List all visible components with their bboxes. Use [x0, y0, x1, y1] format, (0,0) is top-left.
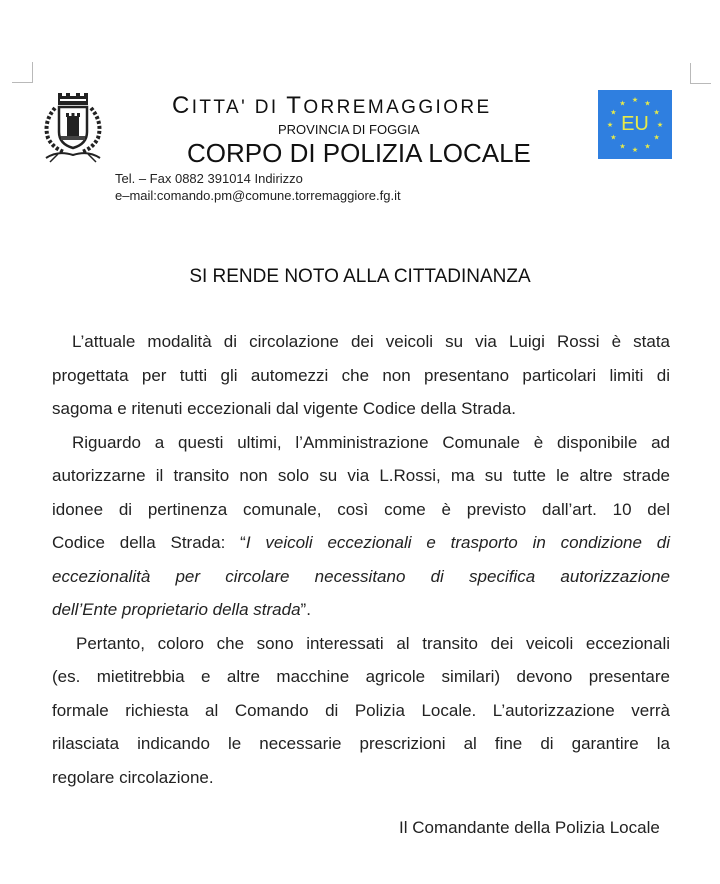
paragraph-1	[52, 328, 670, 429]
paragraph-2	[52, 429, 670, 630]
quote-text: I veicoli eccezionali e trasporto in condizione di	[245, 533, 670, 552]
text-line: sagoma e ritenuti eccezionali dal vigente Codice della Strada.	[52, 399, 516, 418]
eu-star-icon: ★	[631, 97, 639, 104]
text-line: idonee di pertinenza comunale, così come è previsto dall’art. 10 del	[52, 499, 670, 519]
quote-close: ”.	[300, 600, 311, 619]
eu-flag-logo	[598, 90, 672, 159]
notice-title: SI RENDE NOTO ALLA CITTADINANZA	[189, 266, 531, 287]
text-line: Pertanto, coloro che sono interessati al transito dei veicoli eccezionali	[76, 633, 670, 653]
text-line: autorizzarne il transito non solo su via L.Rossi, ma su tutte le altre strade	[52, 466, 670, 485]
contact-email: e–mail:comando.pm@comune.torremaggiore.fg.it	[115, 188, 401, 203]
eu-star-icon: ★	[644, 100, 651, 108]
text-line	[52, 529, 670, 563]
eu-star-icon: ★	[653, 134, 660, 142]
text-line	[52, 596, 670, 630]
municipal-crest-logo	[38, 92, 108, 164]
text-line: L’attuale modalità di circolazione dei veicoli su via Luigi Rossi è stata	[72, 332, 670, 351]
text-line	[52, 563, 670, 597]
text-line: progettata per tutti gli automezzi che non presentano particolari limiti di	[52, 365, 670, 385]
paragraph-3	[52, 630, 670, 798]
corps-title: CORPO DI POLIZIA LOCALE	[187, 138, 531, 168]
eu-star-icon: ★	[653, 109, 660, 117]
contact-phone: Tel. – Fax 0882 391014 Indirizzo	[115, 171, 303, 186]
signature: Il Comandante della Polizia Locale	[399, 818, 660, 837]
eu-star-icon: ★	[656, 122, 664, 129]
eu-label: EU	[621, 113, 649, 135]
eu-star-icon: ★	[606, 122, 614, 129]
text-line: Riguardo a questi ultimi, l’Amministrazione Comunale è disponibile ad	[72, 432, 670, 452]
quote-intro: Codice della Strada: “	[52, 533, 246, 552]
eu-star-icon: ★	[619, 100, 626, 108]
notice-body	[52, 328, 670, 797]
eu-star-icon: ★	[631, 147, 639, 154]
eu-star-icon: ★	[619, 143, 626, 151]
quote-text: dell’Ente proprietario della strada	[52, 600, 301, 619]
eu-star-icon: ★	[610, 109, 617, 117]
quote-text: eccezionalità per circolare necessitano di specifica autorizzazione	[52, 566, 670, 586]
page-corner-mark-right	[690, 63, 711, 84]
text-line: rilasciata indicando le necessarie prescrizioni al fine di garantire la	[52, 734, 670, 753]
eu-star-icon: ★	[610, 134, 617, 142]
text-line: formale richiesta al Comando di Polizia Locale. L’autorizzazione verrà	[52, 700, 670, 720]
province-label: PROVINCIA DI FOGGIA	[278, 122, 420, 137]
page-corner-mark-left	[12, 62, 33, 83]
text-line: (es. mietitrebbia e altre macchine agricole similari) devono presentare	[52, 667, 670, 686]
eu-star-icon: ★	[644, 143, 651, 151]
text-line: regolare circolazione.	[52, 767, 214, 787]
city-title: CITTA' DI TORREMAGGIORE	[172, 92, 492, 119]
